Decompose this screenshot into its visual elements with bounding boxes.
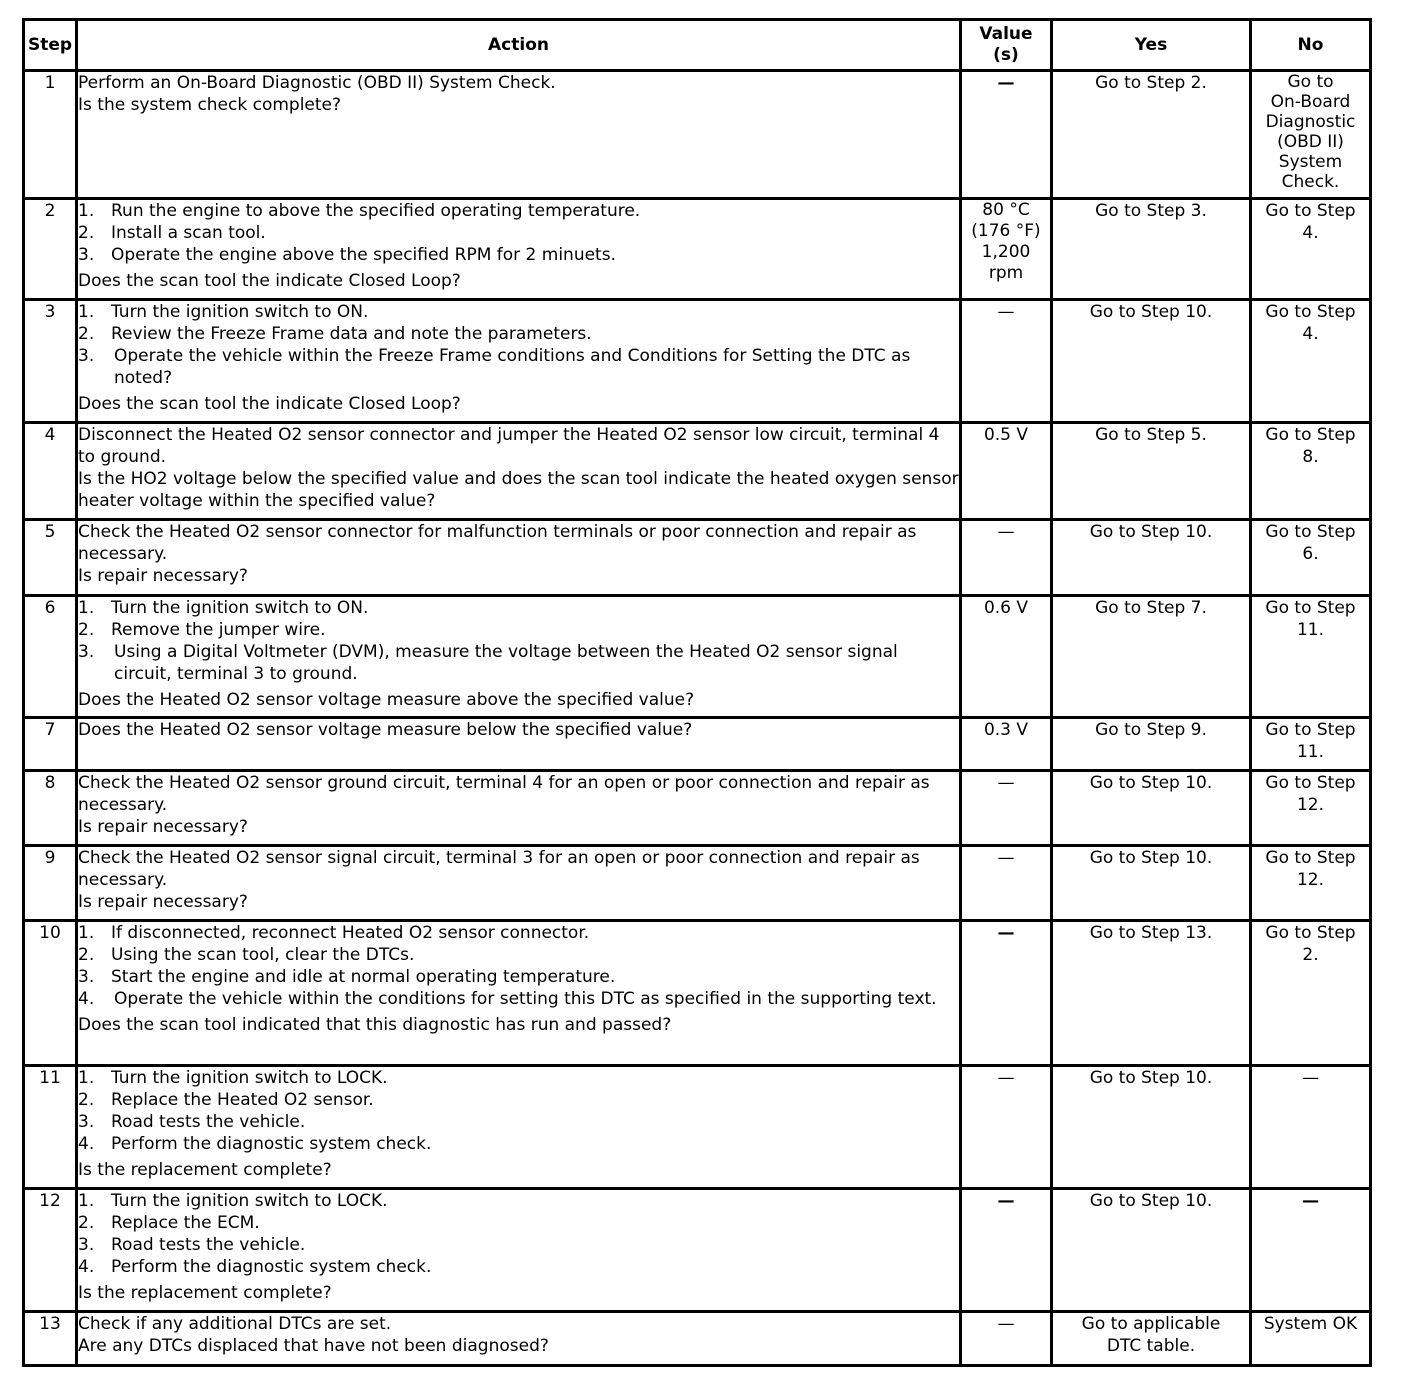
no-cell (1251, 1189, 1371, 1312)
value-text: — (997, 923, 1015, 943)
action-cell (77, 423, 961, 520)
no-cell (1251, 846, 1371, 921)
step-number: 13 (24, 1312, 77, 1366)
value-cell (961, 71, 1052, 199)
yes-cell: Go to Step 9. (1052, 718, 1251, 771)
action-question: Is the replacement complete? (78, 1160, 332, 1180)
action-step: 3. Operate the vehicle within the Freeze Frame conditions and Conditions for Setting the DTC as noted? (78, 346, 911, 388)
table-row (24, 921, 1371, 1066)
no-cell (1251, 718, 1371, 771)
action-step: 3. Operate the engine above the specified RPM for 2 minuets. (78, 245, 616, 265)
action-step: 3. Road tests the vehicle. (78, 1112, 306, 1132)
action-cell (77, 921, 961, 1066)
action-cell (77, 771, 961, 846)
value-cell: — (961, 1066, 1052, 1189)
step-number: 12 (24, 1189, 77, 1312)
yes-cell: Go to Step 3. (1052, 199, 1251, 300)
action-question: Does the scan tool the indicate Closed Loop? (78, 394, 461, 414)
yes-cell: Go to Step 10. (1052, 771, 1251, 846)
no-line: System (1278, 152, 1343, 172)
no-line: 8. (1302, 447, 1319, 467)
action-text: Check the Heated O2 sensor ground circuit, terminal 4 for an open or poor connection and repair as necessary. (78, 773, 930, 815)
no-line: 4. (1302, 324, 1319, 344)
action-step: 4. Operate the vehicle within the conditions for setting this DTC as specified in the supporting text. (78, 989, 937, 1009)
table-row (24, 423, 1371, 520)
value-cell: — (961, 846, 1052, 921)
no-cell (1251, 1312, 1371, 1366)
yes-cell: Go to Step 2. (1052, 71, 1251, 199)
value-line: (176 °F) (971, 221, 1041, 241)
table-row (24, 596, 1371, 718)
action-step: 2. Install a scan tool. (78, 223, 266, 243)
action-cell (77, 71, 961, 199)
action-step: 1. Turn the ignition switch to ON. (78, 598, 369, 618)
header-value (961, 20, 1052, 71)
yes-cell: Go to Step 5. (1052, 423, 1251, 520)
yes-cell (1052, 1312, 1251, 1366)
header-step: Step (24, 20, 77, 71)
table-row (24, 771, 1371, 846)
step-number: 6 (24, 596, 77, 718)
action-question: Is the HO2 voltage below the specified value and does the scan tool indicate the heated oxygen sensor heater voltage within the specified value? (78, 469, 959, 511)
no-line: 11. (1296, 742, 1325, 762)
no-line: Go to Step (1265, 848, 1356, 868)
yes-cell: Go to Step 7. (1052, 596, 1251, 718)
action-question: Is repair necessary? (78, 566, 248, 586)
step-number: 3 (24, 300, 77, 423)
value-line: 1,200 (981, 242, 1031, 262)
action-question: Does the scan tool the indicate Closed Loop? (78, 271, 461, 291)
action-step: 2. Review the Freeze Frame data and note the parameters. (78, 324, 592, 344)
step-number: 11 (24, 1066, 77, 1189)
header-row (24, 20, 1371, 71)
no-line: Go to (1287, 72, 1334, 92)
value-cell: 0.5 V (961, 423, 1052, 520)
value-text: — (997, 1191, 1015, 1211)
action-step: 3. Road tests the vehicle. (78, 1235, 306, 1255)
header-yes: Yes (1052, 20, 1251, 71)
header-value-line2: (s) (993, 45, 1019, 65)
action-cell (77, 520, 961, 596)
table-row (24, 71, 1371, 199)
action-question: Are any DTCs displaced that have not been diagnosed? (78, 1336, 549, 1356)
action-text: Disconnect the Heated O2 sensor connector and jumper the Heated O2 sensor low circuit, terminal 4 to ground. (78, 425, 940, 467)
action-step: 4. Perform the diagnostic system check. (78, 1257, 432, 1277)
no-line: System OK (1263, 1314, 1358, 1334)
action-step: 1. If disconnected, reconnect Heated O2 sensor connector. (78, 923, 590, 943)
header-action: Action (77, 20, 961, 71)
table-row (24, 1312, 1371, 1366)
value-cell (961, 1189, 1052, 1312)
action-text: Check if any additional DTCs are set. (78, 1314, 392, 1334)
value-cell (961, 199, 1052, 300)
no-line: Go to Step (1265, 302, 1356, 322)
value-cell: — (961, 300, 1052, 423)
no-cell (1251, 199, 1371, 300)
action-cell (77, 199, 961, 300)
no-line: Diagnostic (1265, 112, 1356, 132)
yes-text: Go to applicable DTC table. (1081, 1314, 1221, 1356)
no-line: Go to Step (1265, 923, 1356, 943)
no-line: Go to Step (1265, 522, 1356, 542)
step-number: 7 (24, 718, 77, 771)
action-steps (78, 922, 959, 1010)
no-cell (1251, 423, 1371, 520)
step-number: 5 (24, 520, 77, 596)
yes-cell: Go to Step 10. (1052, 1066, 1251, 1189)
no-line: 11. (1296, 620, 1325, 640)
no-line: — (1302, 1191, 1319, 1211)
action-cell (77, 596, 961, 718)
no-cell (1251, 520, 1371, 596)
action-question: Is the replacement complete? (78, 1283, 332, 1303)
action-steps (78, 301, 959, 389)
action-step: 1. Turn the ignition switch to ON. (78, 302, 369, 322)
action-step: 3. Using a Digital Voltmeter (DVM), measure the voltage between the Heated O2 sensor signal circuit, terminal 3 to ground. (78, 642, 898, 684)
no-line: On-Board (1270, 92, 1351, 112)
table-row (24, 300, 1371, 423)
value-cell: — (961, 1312, 1052, 1366)
no-line: 4. (1302, 223, 1319, 243)
action-question: Does the Heated O2 sensor voltage measure above the specified value? (78, 690, 695, 710)
action-steps (78, 200, 959, 266)
no-cell (1251, 921, 1371, 1066)
action-step: 1. Turn the ignition switch to LOCK. (78, 1068, 388, 1088)
no-line: 2. (1302, 945, 1319, 965)
header-value-line1: Value (979, 24, 1033, 44)
yes-cell: Go to Step 10. (1052, 846, 1251, 921)
action-question: Is repair necessary? (78, 892, 248, 912)
action-step: 1. Run the engine to above the specified operating temperature. (78, 201, 641, 221)
no-cell (1251, 596, 1371, 718)
table-row (24, 520, 1371, 596)
action-question: Does the Heated O2 sensor voltage measure below the specified value? (78, 720, 693, 740)
action-cell (77, 1189, 961, 1312)
no-line: Go to Step (1265, 598, 1356, 618)
action-question: Does the scan tool indicated that this diagnostic has run and passed? (78, 1015, 672, 1035)
step-number: 8 (24, 771, 77, 846)
step-number: 1 (24, 71, 77, 199)
value-line: 80 °C (982, 200, 1030, 220)
action-steps (78, 597, 959, 685)
action-text: Check the Heated O2 sensor connector for malfunction terminals or poor connection and repair as necessary. (78, 522, 917, 564)
action-text: Check the Heated O2 sensor signal circuit, terminal 3 for an open or poor connection and repair as necessary. (78, 848, 920, 890)
value-cell: 0.6 V (961, 596, 1052, 718)
no-line: 12. (1296, 870, 1325, 890)
table-row (24, 1189, 1371, 1312)
step-number: 4 (24, 423, 77, 520)
action-step: 2. Replace the ECM. (78, 1213, 260, 1233)
no-line: Go to Step (1265, 720, 1356, 740)
value-line: rpm (988, 263, 1024, 283)
action-step: 2. Using the scan tool, clear the DTCs. (78, 945, 415, 965)
no-line: Go to Step (1265, 425, 1356, 445)
step-number: 9 (24, 846, 77, 921)
yes-cell: Go to Step 13. (1052, 921, 1251, 1066)
value-cell: — (961, 520, 1052, 596)
no-cell (1251, 71, 1371, 199)
step-number: 10 (24, 921, 77, 1066)
value-cell (961, 921, 1052, 1066)
value-text: — (997, 73, 1015, 93)
action-step: 2. Remove the jumper wire. (78, 620, 326, 640)
no-line: 6. (1302, 544, 1319, 564)
yes-cell: Go to Step 10. (1052, 300, 1251, 423)
table-row (24, 199, 1371, 300)
action-step: 2. Replace the Heated O2 sensor. (78, 1090, 374, 1110)
no-line: 12. (1296, 795, 1325, 815)
value-cell: 0.3 V (961, 718, 1052, 771)
no-line: — (1302, 1068, 1319, 1088)
table-row (24, 718, 1371, 771)
table-row (24, 846, 1371, 921)
action-steps (78, 1190, 959, 1278)
action-cell (77, 1066, 961, 1189)
action-step: 3. Start the engine and idle at normal operating temperature. (78, 967, 616, 987)
action-step: 4. Perform the diagnostic system check. (78, 1134, 432, 1154)
value-cell: — (961, 771, 1052, 846)
no-line: Go to Step (1265, 773, 1356, 793)
yes-cell: Go to Step 10. (1052, 520, 1251, 596)
action-cell (77, 718, 961, 771)
no-cell (1251, 1066, 1371, 1189)
yes-cell: Go to Step 10. (1052, 1189, 1251, 1312)
no-line: Check. (1281, 172, 1340, 192)
no-cell (1251, 771, 1371, 846)
no-line: (OBD II) (1277, 132, 1344, 152)
action-cell (77, 300, 961, 423)
header-no: No (1251, 20, 1371, 71)
no-line: Go to Step (1265, 201, 1356, 221)
action-question: Is repair necessary? (78, 817, 248, 837)
action-step: 1. Turn the ignition switch to LOCK. (78, 1191, 388, 1211)
diagnostic-table (22, 18, 1372, 1367)
action-question: Is the system check complete? (78, 95, 342, 115)
action-text: Perform an On-Board Diagnostic (OBD II) System Check. (78, 73, 556, 93)
action-cell (77, 1312, 961, 1366)
action-steps (78, 1067, 959, 1155)
no-cell (1251, 300, 1371, 423)
action-cell (77, 846, 961, 921)
step-number: 2 (24, 199, 77, 300)
table-row (24, 1066, 1371, 1189)
